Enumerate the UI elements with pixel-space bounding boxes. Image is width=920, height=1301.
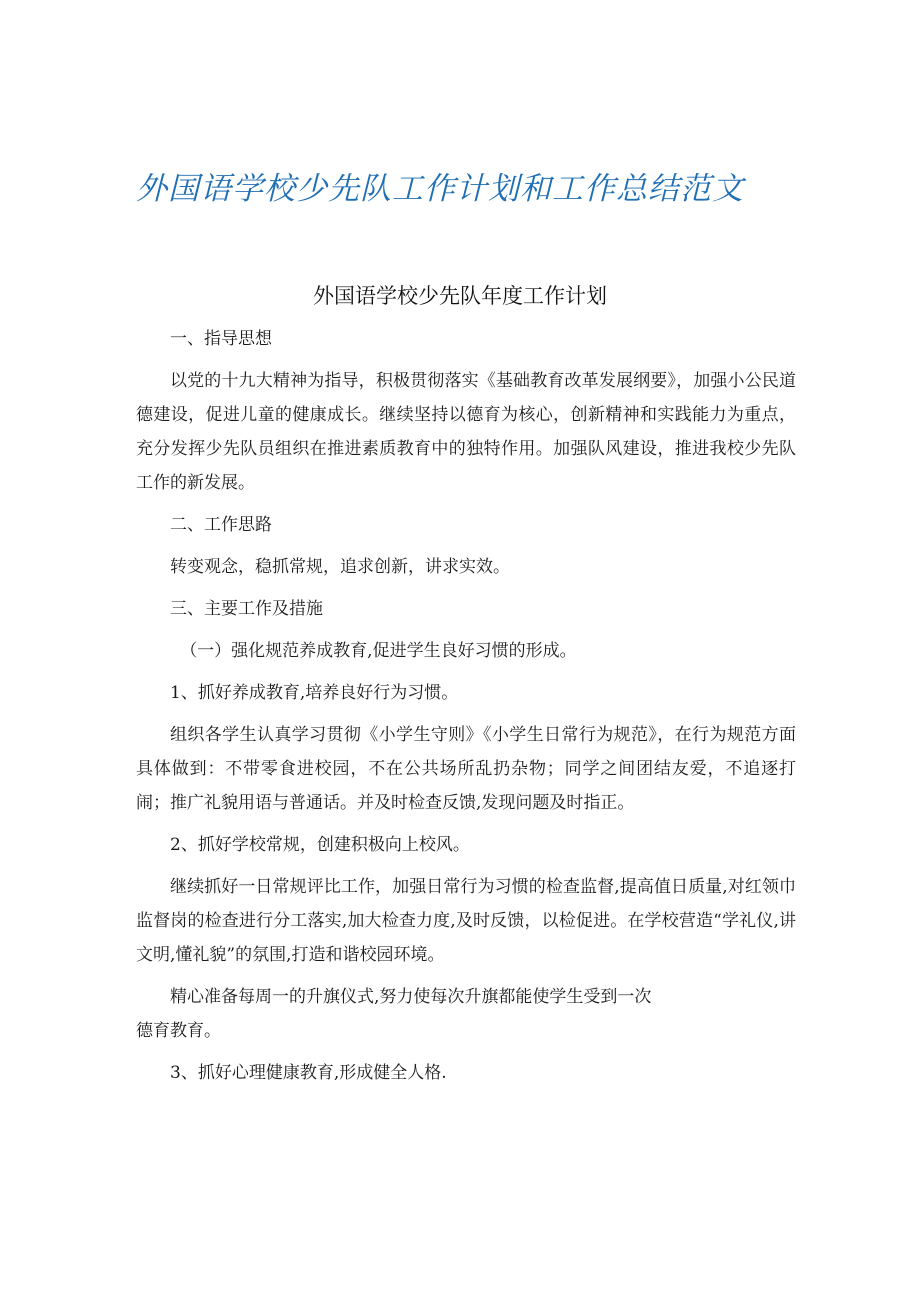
document-body [136, 322, 796, 1098]
item-heading-3: 3、抓好心理健康教育,形成健全人格. [170, 1063, 447, 1083]
paragraph-work-approach: 转变观念，稳抓常规，追求创新，讲求实效。 [170, 557, 510, 577]
paragraph-item-1: 组织各学生认真学习贯彻《小学生守则》《小学生日常行为规范》，在行为规范方面具体做到：不带零食进校园，不在公共场所乱扔杂物；同学之间团结友爱，不追逐打闹；推广礼貌用语与普通话。并及时检查反馈,发现问题及时指正。 [136, 725, 796, 813]
paragraph-flag-ceremony-continued: 德育教育。 [136, 1021, 221, 1041]
paragraph-item-2: 继续抓好一日常规评比工作，加强日常行为习惯的检查监督,提高值日质量,对红领巾监督岗的检查进行分工落实,加大检查力度,及时反馈，以检促进。在学校营造“学礼仪,讲文明,懂礼貌”的氛围,打造和谐校园环境。 [136, 877, 796, 965]
paragraph-guiding-thought: 以党的十九大精神为指导，积极贯彻落实《基础教育改革发展纲要》，加强小公民道德建设，促进儿童的健康成长。继续坚持以德育为核心，创新精神和实践能力为重点，充分发挥少先队员组织在推进素质教育中的独特作用。加强队风建设，推进我校少先队工作的新发展。 [136, 371, 796, 493]
section-heading-work-approach: 二、工作思路 [170, 515, 272, 535]
section-heading-guiding-thought: 一、指导思想 [170, 329, 272, 349]
document-subtitle: 外国语学校少先队年度工作计划 [313, 284, 607, 308]
paragraph-flag-ceremony: 精心准备每周一的升旗仪式,努力使每次升旗都能使学生受到一次 [170, 987, 652, 1007]
subsection-heading-habits: （一）强化规范养成教育,促进学生良好习惯的形成。 [180, 641, 577, 661]
section-heading-main-tasks: 三、主要工作及措施 [170, 599, 323, 619]
item-heading-2: 2、抓好学校常规，创建积极向上校风。 [170, 835, 470, 855]
item-heading-1: 1、抓好养成教育,培养良好行为习惯。 [170, 683, 459, 703]
document-title: 外国语学校少先队工作计划和工作总结范文 [136, 171, 744, 207]
